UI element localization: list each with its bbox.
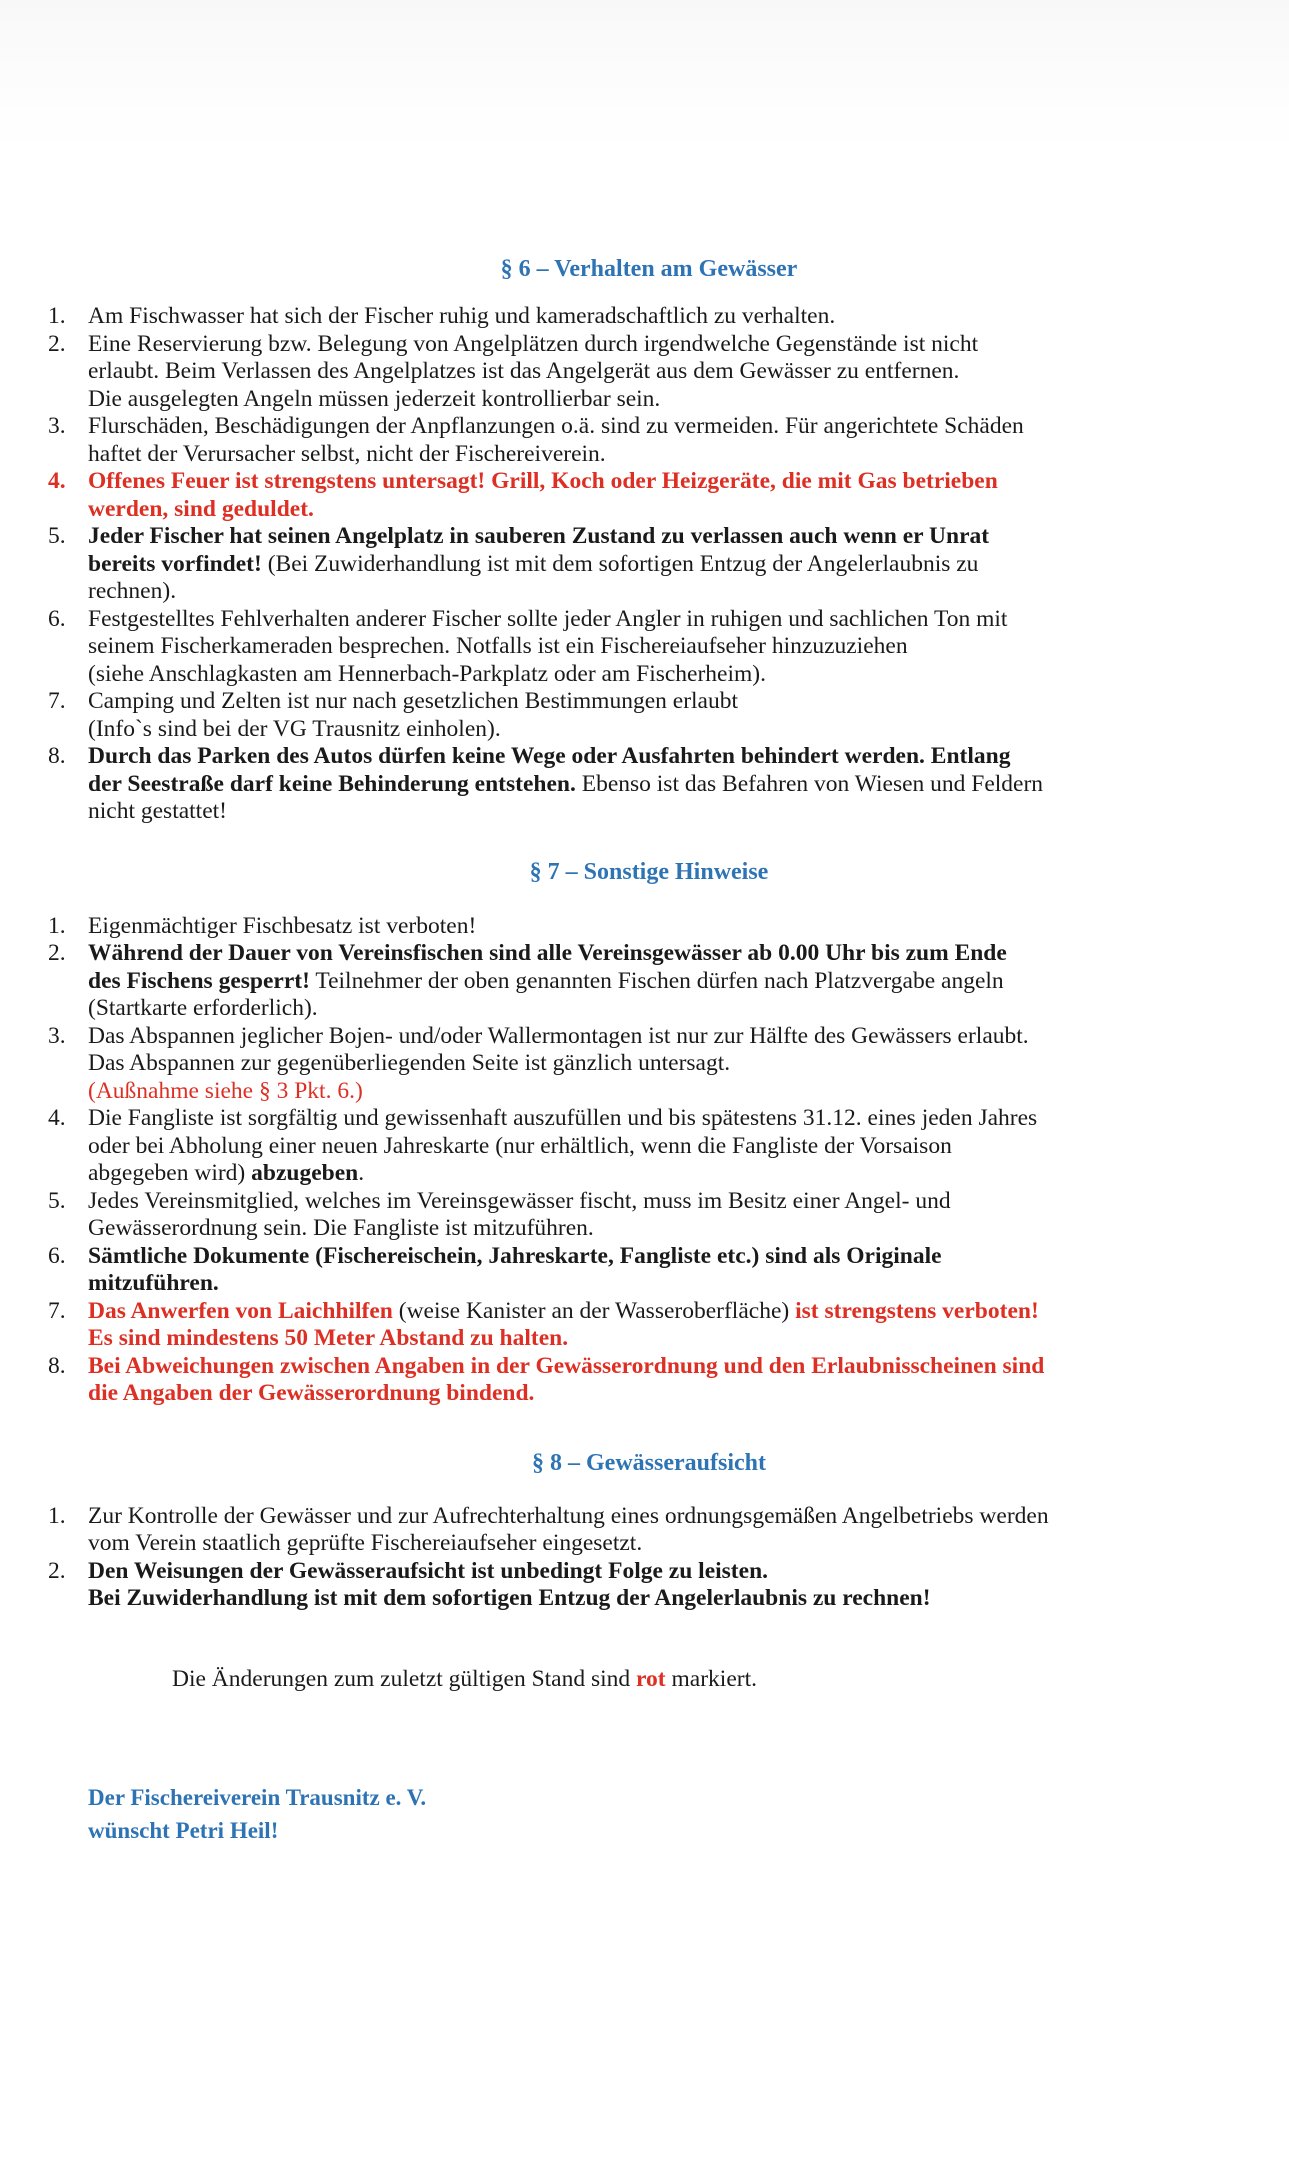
text-line — [88, 496, 1250, 524]
item-number: 6. — [48, 605, 66, 632]
rules-list — [48, 303, 1250, 826]
text-line — [88, 1023, 1250, 1051]
text-segment: Am Fischwasser hat sich der Fischer ruhig und kameradschaftlich zu verhalten. — [88, 303, 836, 329]
item-text — [88, 303, 1250, 331]
text-line — [88, 1270, 1250, 1298]
list-item — [48, 1558, 1250, 1613]
text-segment: Festgestelltes Fehlverhalten anderer Fischer sollte jeder Angler in ruhigen und sachlichen Ton mit — [88, 605, 1008, 632]
item-number: 7. — [48, 688, 66, 714]
list-item — [48, 1243, 1250, 1298]
text-line — [88, 1380, 1250, 1408]
item-text — [88, 940, 1250, 1023]
list-item — [48, 940, 1250, 1023]
text-line — [88, 1585, 1250, 1613]
signature-line: wünscht Petri Heil! — [88, 1818, 279, 1843]
text-segment: des Fischens gesperrt! — [88, 967, 310, 994]
text-line — [88, 968, 1250, 996]
text-segment: Bei Abweichungen zwischen Angaben in der Gewässerordnung und den Erlaubnisscheinen sind — [88, 1352, 1045, 1379]
text-line — [88, 913, 1250, 941]
text-segment: (weise Kanister an der Wasseroberfläche) — [392, 1297, 796, 1324]
text-segment: ist strengstens verboten! — [795, 1297, 1039, 1324]
item-text — [88, 523, 1250, 606]
text-segment: abzugeben — [251, 1160, 359, 1186]
text-segment: Ebenso ist das Befahren von Wiesen und Feldern — [575, 770, 1044, 797]
text-line — [88, 1298, 1250, 1326]
section — [48, 254, 1250, 826]
text-segment: (Außnahme siehe § 3 Pkt. 6.) — [88, 1077, 363, 1104]
text-line — [88, 441, 1250, 469]
text-line — [88, 771, 1250, 799]
text-segment: (siehe Anschlagkasten am Hennerbach-Parkplatz oder am Fischerheim). — [88, 660, 766, 687]
text-line — [88, 1050, 1250, 1078]
list-item — [48, 1023, 1250, 1106]
signature — [88, 1781, 1250, 1847]
item-number: 8. — [48, 1352, 66, 1379]
item-number: 3. — [48, 1022, 66, 1049]
sections-container — [48, 254, 1250, 1613]
text-segment: Jedes Vereinsmitglied, welches im Vereinsgewässer fischt, muss im Besitz einer Angel- und — [88, 1187, 951, 1214]
section — [48, 857, 1250, 1408]
text-line — [88, 798, 1250, 826]
text-segment: Zur Kontrolle der Gewässer und zur Aufrechterhaltung eines ordnungsgemäßen Angelbetriebs werden — [88, 1502, 1049, 1529]
item-text — [88, 468, 1250, 523]
text-segment: Gewässerordnung sein. Die Fangliste ist mitzuführen. — [88, 1215, 594, 1241]
text-line — [88, 1503, 1250, 1531]
document-body — [48, 0, 1250, 1847]
text-segment: erlaubt. Beim Verlassen des Angelplatzes ist das Angelgerät aus dem Gewässer zu entfernen. — [88, 358, 960, 384]
section-heading: § 8 – Gewässeraufsicht — [532, 1449, 766, 1476]
item-text — [88, 1243, 1250, 1298]
text-segment: Eine Reservierung bzw. Belegung von Angelplätzen durch irgendwelche Gegenstände ist nicht — [88, 330, 979, 357]
item-text — [88, 1298, 1250, 1353]
item-text — [88, 913, 1250, 941]
text-line — [88, 688, 1250, 716]
item-text — [88, 331, 1250, 414]
list-item — [48, 468, 1250, 523]
list-item — [48, 303, 1250, 331]
text-segment: Eigenmächtiger Fischbesatz ist verboten! — [88, 912, 477, 939]
text-segment: Das Anwerfen von Laichhilfen — [88, 1297, 393, 1324]
item-text — [88, 1188, 1250, 1243]
item-text — [88, 1558, 1250, 1613]
item-number: 2. — [48, 1557, 66, 1584]
item-text — [88, 1503, 1250, 1558]
text-segment: Den Weisungen der Gewässeraufsicht ist unbedingt Folge zu leisten. — [88, 1557, 769, 1584]
item-text — [88, 413, 1250, 468]
item-number: 1. — [48, 1502, 66, 1529]
text-line — [88, 331, 1250, 359]
text-segment: (Info`s sind bei der VG Trausnitz einholen). — [88, 715, 501, 742]
text-segment: Teilnehmer der oben genannten Fischen dürfen nach Platzvergabe angeln — [309, 967, 1004, 994]
text-line — [88, 633, 1250, 661]
text-line — [88, 940, 1250, 968]
text-segment: rot — [636, 1665, 666, 1692]
text-segment: Durch das Parken des Autos dürfen keine Wege oder Ausfahrten behindert werden. Entlang — [88, 743, 1011, 769]
item-number: 5. — [48, 523, 66, 549]
section-heading: § 7 – Sonstige Hinweise — [529, 858, 769, 885]
text-line — [88, 1558, 1250, 1586]
list-item — [48, 743, 1250, 826]
text-segment: werden, sind geduldet. — [88, 495, 314, 522]
item-text — [88, 688, 1250, 743]
text-line — [88, 995, 1250, 1023]
text-line — [88, 1160, 1250, 1188]
text-segment: Es sind mindestens 50 Meter Abstand zu halten. — [88, 1325, 569, 1351]
text-segment: Sämtliche Dokumente (Fischereischein, Jahreskarte, Fangliste etc.) sind als Originale — [88, 1242, 942, 1269]
text-segment: Bei Zuwiderhandlung ist mit dem sofortigen Entzug der Angelerlaubnis zu rechnen! — [88, 1585, 931, 1611]
text-segment: bereits vorfindet! — [88, 550, 262, 577]
text-segment: . — [358, 1160, 365, 1186]
list-item — [48, 1188, 1250, 1243]
text-segment: nicht gestattet! — [88, 798, 227, 824]
text-line — [88, 303, 1250, 331]
text-line — [88, 468, 1250, 496]
item-number: 1. — [48, 303, 66, 329]
text-segment: Offenes Feuer ist strengstens untersagt! Grill, Koch oder Heizgeräte, die mit Gas betrieben — [88, 468, 998, 494]
list-item — [48, 413, 1250, 468]
text-line — [88, 523, 1250, 551]
text-line — [88, 1215, 1250, 1243]
item-number: 2. — [48, 940, 66, 966]
list-item — [48, 606, 1250, 689]
list-item — [48, 523, 1250, 606]
item-text — [88, 606, 1250, 689]
text-line — [88, 1530, 1250, 1558]
text-segment: die Angaben der Gewässerordnung bindend. — [88, 1380, 535, 1406]
text-segment: vom Verein staatlich geprüfte Fischereiaufseher eingesetzt. — [88, 1530, 643, 1556]
text-segment: haftet der Verursacher selbst, nicht der Fischereiverein. — [88, 440, 606, 467]
signature-line: Der Fischereiverein Trausnitz e. V. — [88, 1785, 427, 1810]
text-segment: (Startkarte erforderlich). — [88, 995, 318, 1021]
item-number: 2. — [48, 330, 66, 357]
text-line — [88, 1188, 1250, 1216]
item-number: 8. — [48, 743, 66, 769]
text-line — [88, 743, 1250, 771]
text-line — [88, 578, 1250, 606]
item-number: 4. — [48, 1105, 66, 1131]
text-segment: der Seestraße darf keine Behinderung entstehen. — [88, 770, 576, 797]
text-segment: rechnen). — [88, 578, 177, 604]
list-item — [48, 1105, 1250, 1188]
item-number: 4. — [48, 468, 66, 494]
list-item — [48, 688, 1250, 743]
section-heading: § 6 – Verhalten am Gewässer — [500, 256, 798, 282]
list-item — [48, 1298, 1250, 1353]
text-segment: Das Abspannen jeglicher Bojen- und/oder Wallermontagen ist nur zur Hälfte des Gewässers erlaubt. — [88, 1022, 1029, 1049]
text-line — [88, 1353, 1250, 1381]
list-item — [48, 913, 1250, 941]
text-segment: (Bei Zuwiderhandlung ist mit dem sofortigen Entzug der Angelerlaubnis zu — [261, 550, 979, 577]
text-line — [88, 1243, 1250, 1271]
item-text — [88, 1353, 1250, 1408]
text-line — [88, 606, 1250, 634]
item-number: 5. — [48, 1187, 66, 1214]
text-line — [88, 551, 1250, 579]
text-line — [88, 1105, 1250, 1133]
item-number: 7. — [48, 1297, 66, 1324]
text-line — [88, 413, 1250, 441]
item-text — [88, 1023, 1250, 1106]
revision-note — [172, 1666, 1250, 1694]
text-line — [88, 1078, 1250, 1106]
text-segment: seinem Fischerkameraden besprechen. Notfalls ist ein Fischereiaufseher hinzuzuziehen — [88, 633, 908, 659]
text-line — [88, 358, 1250, 386]
list-item — [48, 331, 1250, 414]
text-segment: Die Fangliste ist sorgfältig und gewissenhaft auszufüllen und bis spätestens 31.12. eines jeden Jahres — [88, 1105, 1038, 1131]
text-segment: Jeder Fischer hat seinen Angelplatz in sauberen Zustand zu verlassen auch wenn er Unrat — [88, 523, 990, 549]
text-segment: Camping und Zelten ist nur nach gesetzlichen Bestimmungen erlaubt — [88, 688, 739, 714]
item-number: 6. — [48, 1242, 66, 1269]
text-line — [88, 661, 1250, 689]
item-number: 1. — [48, 912, 66, 939]
item-text — [88, 743, 1250, 826]
text-line — [88, 386, 1250, 414]
item-number: 3. — [48, 413, 66, 439]
text-line — [88, 716, 1250, 744]
rules-list — [48, 913, 1250, 1408]
text-segment: Die Änderungen zum zuletzt gültigen Stand sind — [172, 1665, 637, 1692]
text-segment: Flurschäden, Beschädigungen der Anpflanzungen o.ä. sind zu vermeiden. Für angerichtete Schäden — [88, 413, 1024, 439]
text-segment: markiert. — [665, 1665, 757, 1692]
list-item — [48, 1353, 1250, 1408]
text-line — [88, 1325, 1250, 1353]
list-item — [48, 1503, 1250, 1558]
section — [48, 1448, 1250, 1613]
text-segment: Das Abspannen zur gegenüberliegenden Seite ist gänzlich untersagt. — [88, 1050, 731, 1076]
text-segment: oder bei Abholung einer neuen Jahreskarte (nur erhältlich, wenn die Fangliste der Vorsaison — [88, 1132, 952, 1159]
text-segment: mitzuführen. — [88, 1270, 219, 1296]
text-segment: Während der Dauer von Vereinsfischen sind alle Vereinsgewässer ab 0.00 Uhr bis zum Ende — [88, 940, 1007, 966]
text-segment: Die ausgelegten Angeln müssen jederzeit kontrollierbar sein. — [88, 385, 661, 412]
text-line — [88, 1133, 1250, 1161]
item-text — [88, 1105, 1250, 1188]
rules-list — [48, 1503, 1250, 1613]
text-segment: abgegeben wird) — [88, 1160, 252, 1186]
